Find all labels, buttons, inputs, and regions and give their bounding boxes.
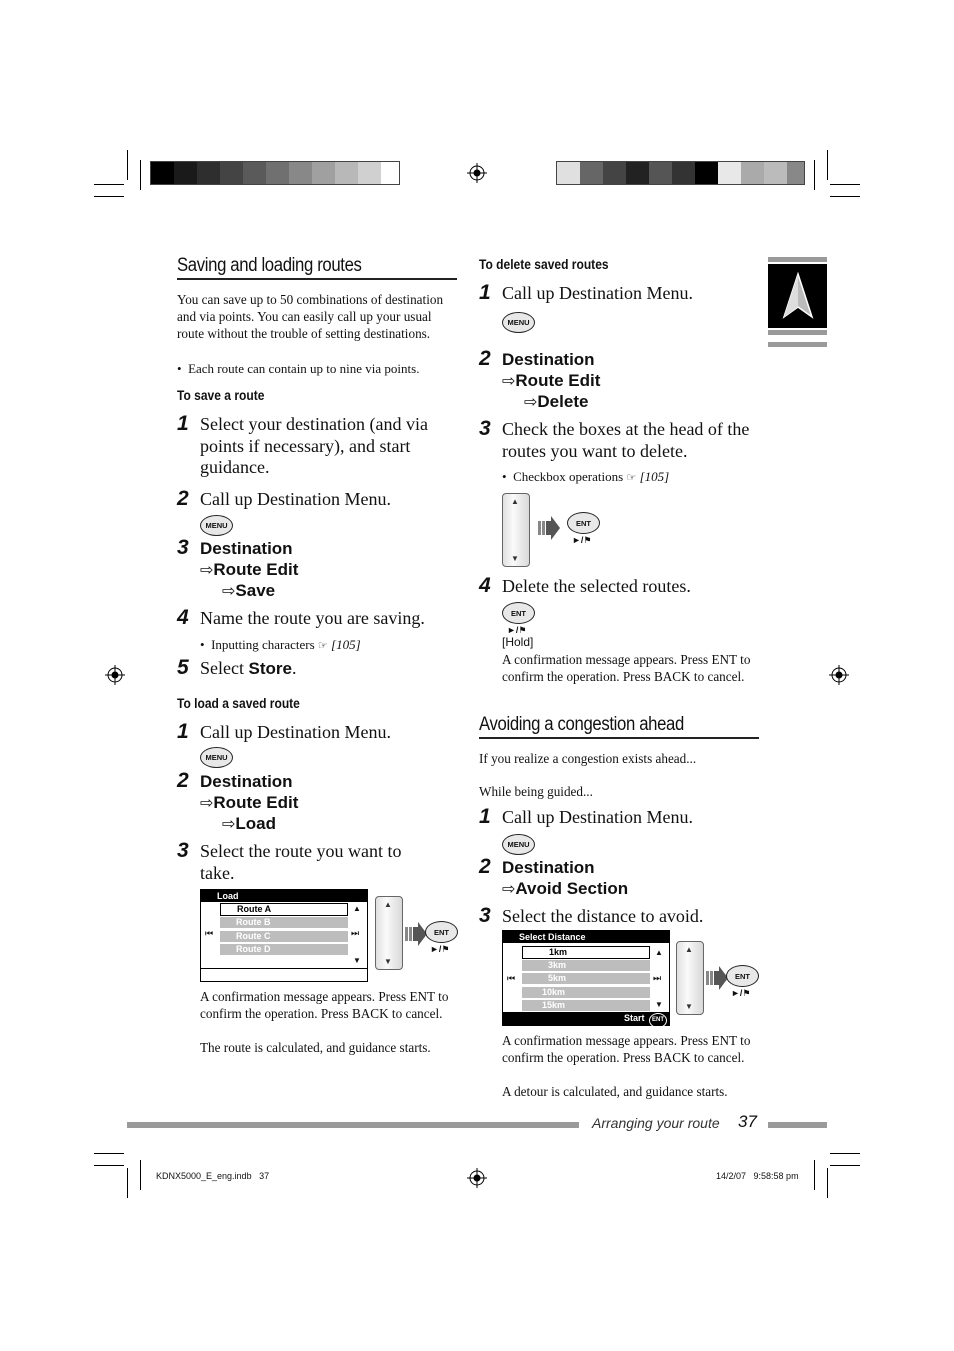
dial-up-icon: ▲ xyxy=(384,900,392,909)
big-arrow-icon xyxy=(706,966,728,990)
ent-label: ►/⚑ xyxy=(572,535,592,545)
step-text: Call up Destination Menu. xyxy=(200,722,391,742)
step-text: Select Store. xyxy=(200,658,297,678)
step-text: Call up Destination Menu. xyxy=(502,283,693,303)
ent-small-icon: ENT xyxy=(649,1013,667,1028)
menu-path-route-edit: ⇨Route Edit xyxy=(502,371,601,390)
menu-path-save: ⇨Save xyxy=(222,581,276,600)
page-number: 37 xyxy=(738,1112,757,1131)
section-rule xyxy=(177,278,457,280)
prev-icon: ⏮ xyxy=(205,928,214,938)
list-item[interactable]: Route C xyxy=(220,931,348,942)
subheading-load: To load a saved route xyxy=(177,695,300,711)
ent-label: ►/⚑ xyxy=(430,944,450,954)
step-text: Select your destination (and via points if necessary), and start guidance. xyxy=(200,414,428,477)
scroll-dial[interactable] xyxy=(502,493,530,567)
subheading-save: To save a route xyxy=(177,387,265,403)
menu-button[interactable]: MENU xyxy=(200,747,233,768)
list-item[interactable]: Route B xyxy=(220,917,348,928)
reference-icon: ☞ xyxy=(626,472,637,484)
step-number: 3 xyxy=(177,536,189,559)
ent-label: ►/⚑ xyxy=(507,625,527,635)
footer-rule-left xyxy=(127,1122,579,1128)
load-screen xyxy=(200,889,368,982)
file-info: KDNX5000_E_eng.indb 37 xyxy=(156,1171,270,1181)
screen-title: Load xyxy=(201,890,367,902)
menu-path-route-edit: ⇨Route Edit xyxy=(200,793,299,812)
step-number: 2 xyxy=(479,347,491,370)
registration-mark-icon xyxy=(829,665,849,685)
step-number: 1 xyxy=(479,805,491,828)
reference-icon: ☞ xyxy=(317,640,328,652)
menu-button[interactable]: MENU xyxy=(502,834,535,855)
prev-icon: ⏮ xyxy=(507,973,516,983)
step-text: Delete the selected routes. xyxy=(502,576,691,596)
step-number: 5 xyxy=(177,656,189,679)
subheading-delete: To delete saved routes xyxy=(479,256,609,272)
step-text: Call up Destination Menu. xyxy=(200,489,391,509)
step-bullet: • Checkbox operations ☞ [105] xyxy=(502,469,670,484)
step-number: 1 xyxy=(177,412,189,435)
scroll-down-icon: ▼ xyxy=(353,956,361,965)
registration-mark-icon xyxy=(467,1168,487,1188)
intro-paragraph: While being guided... xyxy=(479,784,593,799)
menu-path-delete: ⇨Delete xyxy=(524,392,589,411)
ent-button[interactable]: ENT xyxy=(567,512,600,534)
select-distance-screen xyxy=(502,930,670,1026)
step-text: Select the route you want to take. xyxy=(200,841,402,883)
date-info: 14/2/07 9:58:58 pm xyxy=(716,1171,799,1181)
screen-title: Select Distance xyxy=(503,931,669,943)
dial-down-icon: ▼ xyxy=(511,554,519,563)
scroll-up-icon: ▲ xyxy=(655,948,663,957)
note: A confirmation message appears. Press ENT to confirm the operation. Press BACK to cancel. xyxy=(502,1033,751,1065)
step-bullet: • Inputting characters ☞ [105] xyxy=(200,637,361,652)
step-number: 3 xyxy=(479,417,491,440)
note: A detour is calculated, and guidance starts. xyxy=(502,1084,728,1099)
menu-path-avoid-section: ⇨Avoid Section xyxy=(502,879,629,898)
ent-label: ►/⚑ xyxy=(731,988,751,998)
list-item[interactable]: Route A xyxy=(220,903,348,916)
registration-mark-icon xyxy=(105,665,125,685)
step-number: 4 xyxy=(479,574,491,597)
list-item[interactable]: 3km xyxy=(522,960,650,971)
menu-path-destination: Destination xyxy=(200,772,293,791)
note: A confirmation message appears. Press ENT to confirm the operation. Press BACK to cancel. xyxy=(200,989,449,1021)
step-number: 1 xyxy=(177,720,189,743)
ent-button[interactable]: ENT xyxy=(502,602,535,624)
menu-path-destination: Destination xyxy=(502,858,595,877)
list-item[interactable]: 5km xyxy=(522,973,650,984)
dial-down-icon: ▼ xyxy=(685,1002,693,1011)
registration-mark-icon xyxy=(467,163,487,183)
big-arrow-icon xyxy=(405,922,427,946)
scroll-dial[interactable] xyxy=(375,896,403,970)
step-number: 3 xyxy=(177,839,189,862)
step-number: 1 xyxy=(479,281,491,304)
step-number: 2 xyxy=(479,855,491,878)
menu-path-load: ⇨Load xyxy=(222,814,277,833)
note: The route is calculated, and guidance starts. xyxy=(200,1040,431,1055)
big-arrow-icon xyxy=(538,516,560,540)
scroll-dial[interactable] xyxy=(676,941,704,1015)
next-icon: ⏭ xyxy=(351,928,360,938)
list-item[interactable]: 15km xyxy=(522,1000,650,1011)
start-bar[interactable]: Start ENT xyxy=(503,1012,669,1025)
list-item[interactable]: 10km xyxy=(522,987,650,998)
menu-button[interactable]: MENU xyxy=(502,312,535,333)
section-title-saving: Saving and loading routes xyxy=(177,255,362,276)
hold-label: [Hold] xyxy=(502,635,534,649)
menu-path-destination: Destination xyxy=(502,350,595,369)
nav-tab xyxy=(768,257,827,349)
dial-up-icon: ▲ xyxy=(511,497,519,506)
note: A confirmation message appears. Press ENT to confirm the operation. Press BACK to cancel. xyxy=(502,652,751,684)
step-number: 2 xyxy=(177,487,189,510)
step-text: Call up Destination Menu. xyxy=(502,807,693,827)
menu-button[interactable]: MENU xyxy=(200,515,233,536)
section-title-avoid: Avoiding a congestion ahead xyxy=(479,714,684,735)
intro-paragraph: If you realize a congestion exists ahead... xyxy=(479,751,697,766)
step-number: 2 xyxy=(177,769,189,792)
next-icon: ⏭ xyxy=(653,973,662,983)
section-rule xyxy=(479,737,759,739)
scroll-down-icon: ▼ xyxy=(655,1000,663,1009)
footer-rule-right xyxy=(768,1122,827,1128)
dial-up-icon: ▲ xyxy=(685,945,693,954)
step-text: Name the route you are saving. xyxy=(200,608,425,628)
ent-button[interactable]: ENT xyxy=(726,965,759,987)
footer-section-label: Arranging your route xyxy=(592,1115,720,1131)
navigation-arrow-icon xyxy=(781,271,815,321)
menu-path-route-edit: ⇨Route Edit xyxy=(200,560,299,579)
ent-button[interactable]: ENT xyxy=(425,921,458,943)
menu-path-destination: Destination xyxy=(200,539,293,558)
step-text: Check the boxes at the head of the routes you want to delete. xyxy=(502,419,750,461)
dial-down-icon: ▼ xyxy=(384,957,392,966)
color-bar-right xyxy=(556,161,805,185)
step-number: 3 xyxy=(479,904,491,927)
intro-bullet: • Each route can contain up to nine via points. xyxy=(177,361,420,376)
list-item[interactable]: Route D xyxy=(220,944,348,955)
color-bar-left xyxy=(150,161,400,185)
step-text: Select the distance to avoid. xyxy=(502,906,704,926)
scroll-up-icon: ▲ xyxy=(353,904,361,913)
intro-paragraph: You can save up to 50 combinations of destination and via points. You can easily call up your usual route without the trouble of setting destinations. xyxy=(177,292,444,341)
list-item[interactable]: 1km xyxy=(522,946,650,959)
step-number: 4 xyxy=(177,606,189,629)
